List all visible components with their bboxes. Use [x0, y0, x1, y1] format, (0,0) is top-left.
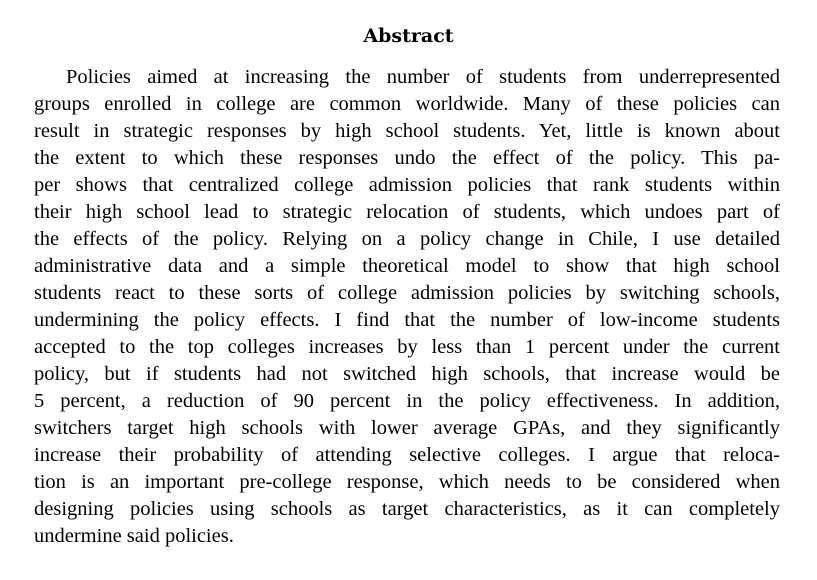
abstract-line: switchers target high schools with lower average GPAs, and they significantly [34, 417, 780, 439]
abstract-line: the extent to which these responses undo the effect of the policy. This pa- [34, 147, 780, 169]
abstract-line: groups enrolled in college are common worldwide. Many of these policies can [34, 93, 780, 115]
abstract-body [34, 64, 780, 550]
abstract-line: tion is an important pre-college response, which needs to be considered when [34, 471, 780, 493]
abstract-line: students react to these sorts of college admission policies by switching schools, [34, 282, 780, 304]
abstract-line: 5 percent, a reduction of 90 percent in the policy effectiveness. In addition, [34, 390, 780, 412]
abstract-line: increase their probability of attending selective colleges. I argue that reloca- [34, 444, 780, 466]
abstract-line: per shows that centralized college admission policies that rank students within [34, 174, 780, 196]
abstract-line: their high school lead to strategic relocation of students, which undoes part of [34, 201, 780, 223]
abstract-line: undermine said policies. [34, 525, 234, 547]
abstract-line: result in strategic responses by high school students. Yet, little is known about [34, 120, 780, 142]
abstract-line: accepted to the top colleges increases by less than 1 percent under the current [34, 336, 780, 358]
abstract-title: Abstract [363, 25, 454, 47]
abstract-line: undermining the policy effects. I find that the number of low-income students [34, 309, 780, 331]
abstract-line: the effects of the policy. Relying on a policy change in Chile, I use detailed [34, 228, 780, 250]
abstract-line: designing policies using schools as target characteristics, as it can completely [34, 498, 780, 520]
abstract-line: administrative data and a simple theoretical model to show that high school [34, 255, 780, 277]
abstract-line: Policies aimed at increasing the number of students from underrepresented [66, 66, 780, 88]
abstract-line: policy, but if students had not switched high schools, that increase would be [34, 363, 780, 385]
